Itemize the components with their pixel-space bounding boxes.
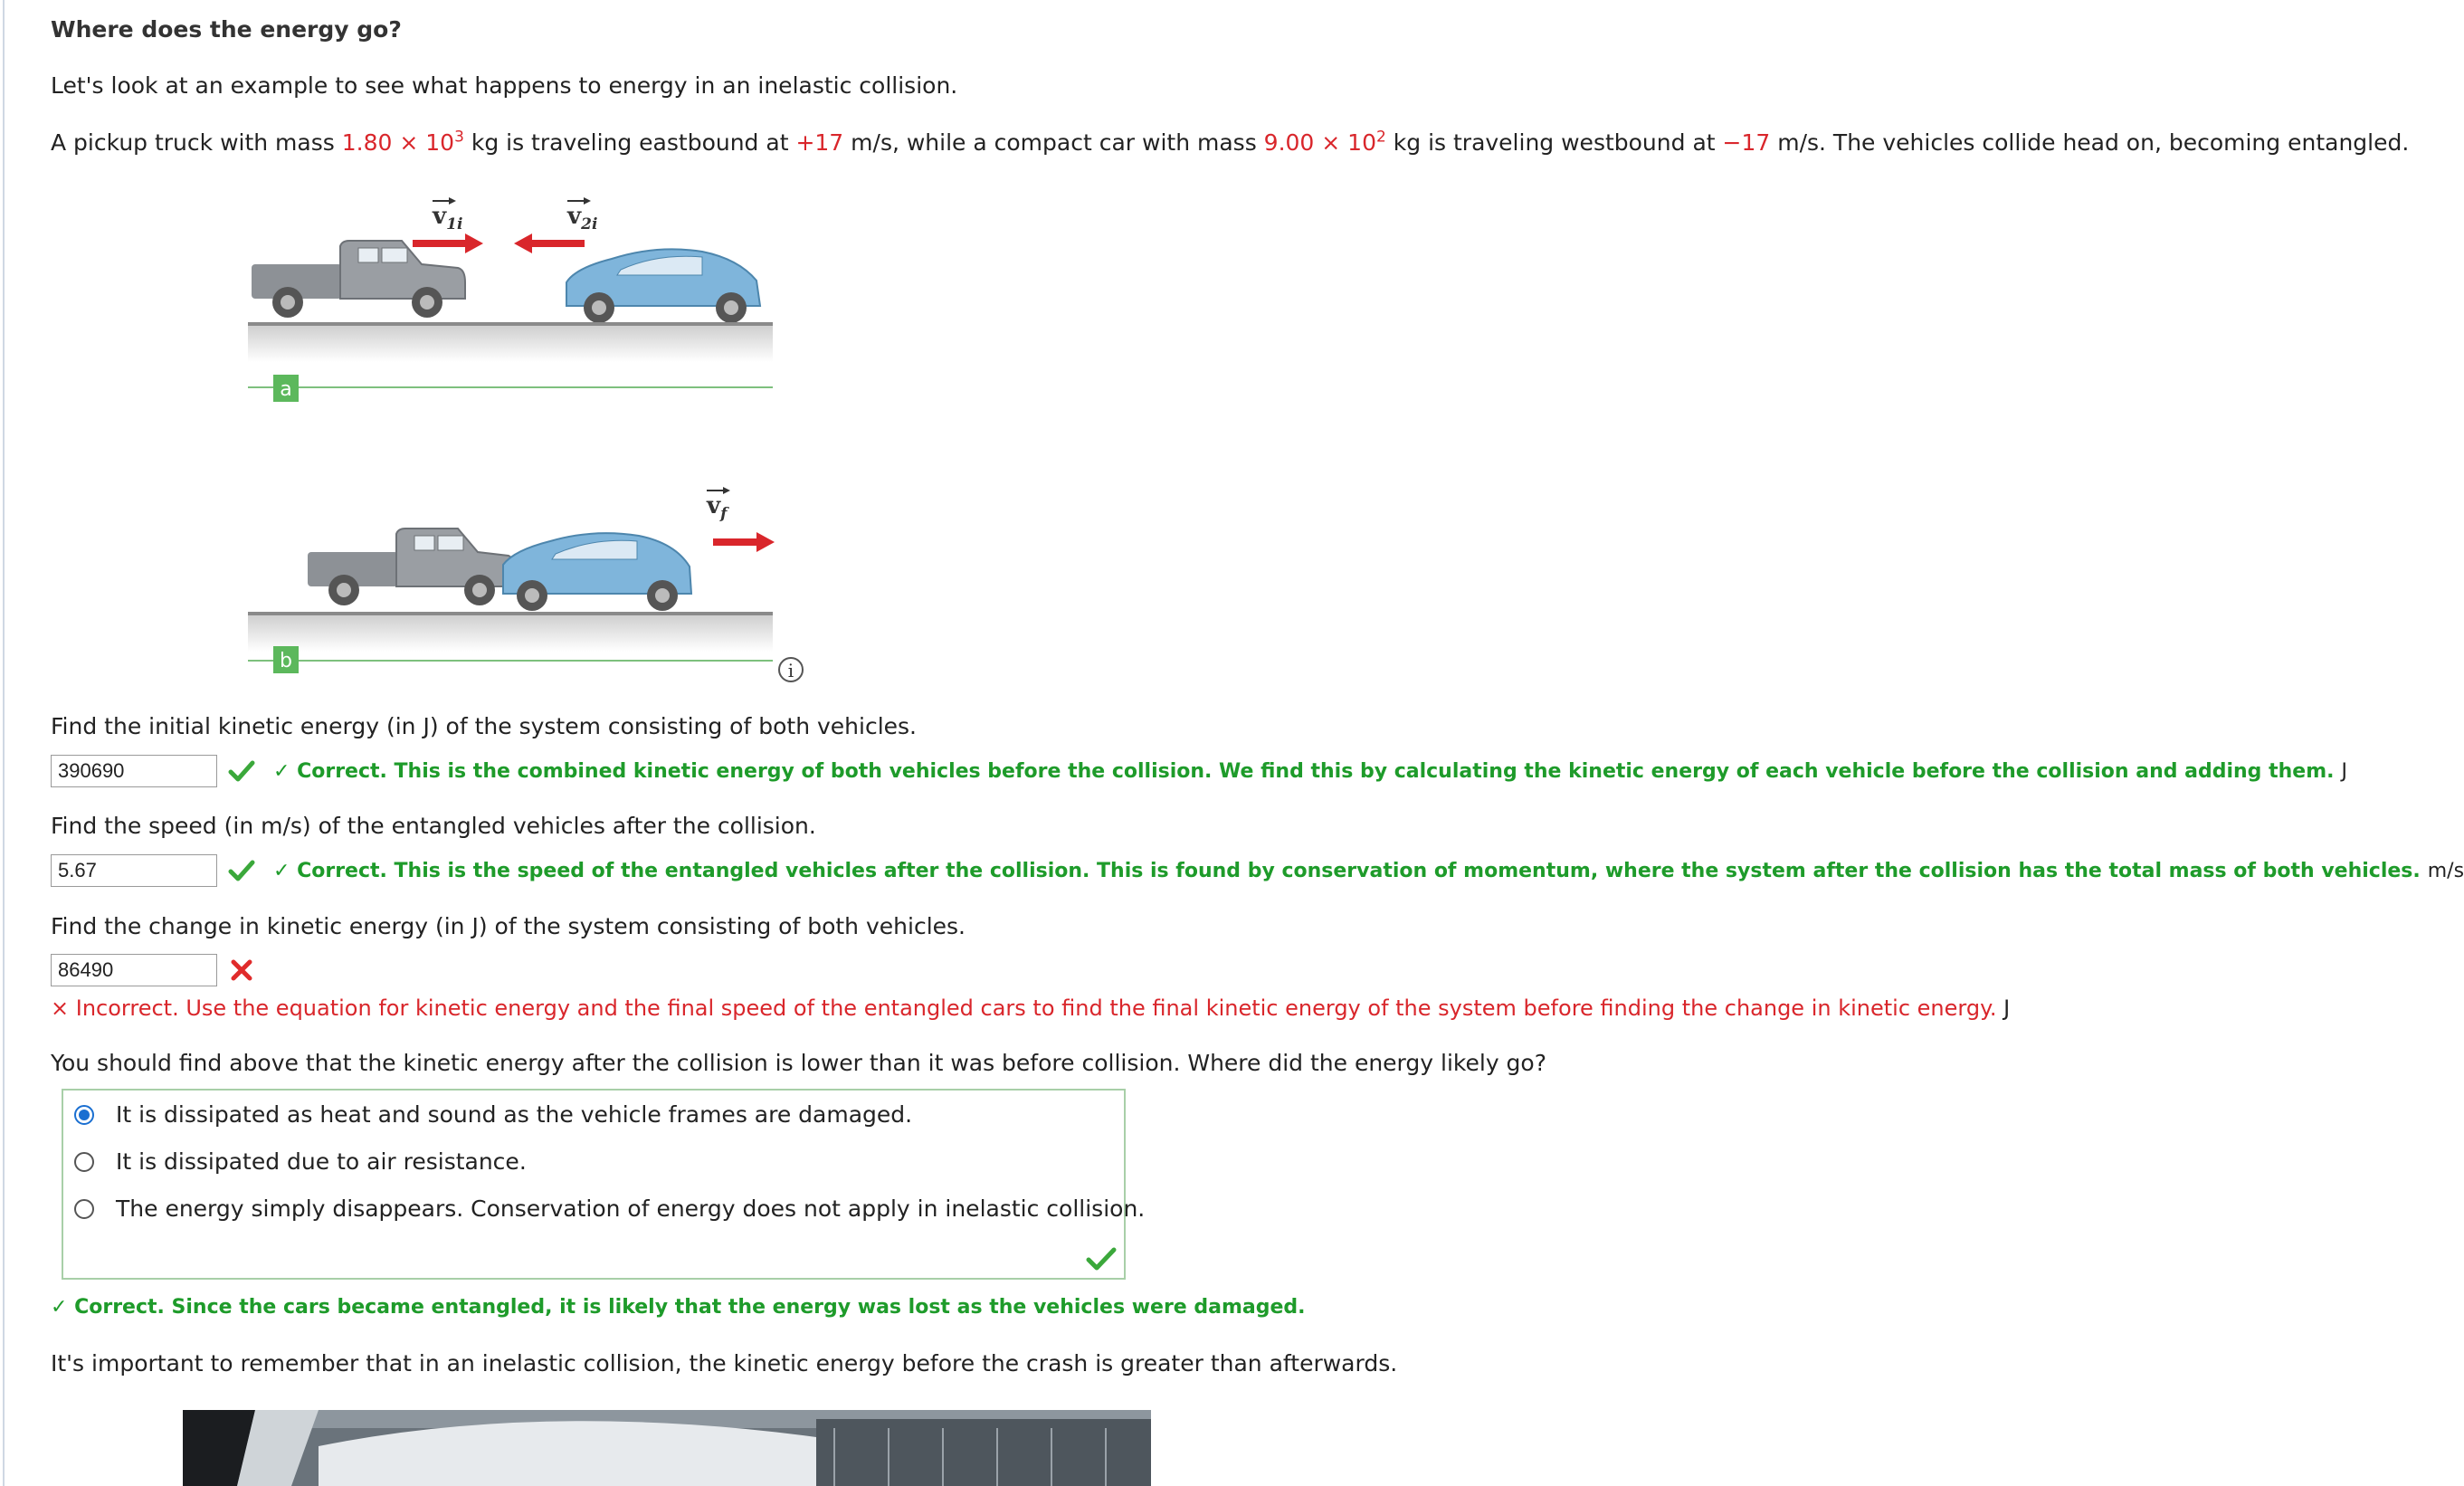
mc-option-3[interactable] xyxy=(74,1195,1145,1222)
question-2-answer-row xyxy=(51,853,2464,889)
panel-b xyxy=(248,487,775,673)
correct-check-icon xyxy=(228,857,255,884)
svg-text:b: b xyxy=(280,650,292,672)
truck-mass: $1.80 \times 10^3$ xyxy=(341,128,464,156)
mc-option-1[interactable] xyxy=(74,1101,912,1128)
mc-prompt: You should find above that the kinetic energy after the collision is lower than it was before collision. Where did the energy likely go? xyxy=(51,1050,1546,1076)
svg-text:i: i xyxy=(787,660,794,681)
radio-icon[interactable] xyxy=(74,1152,94,1172)
v1i-label: $v_{1i}$ xyxy=(433,203,463,233)
radio-selected-icon[interactable] xyxy=(74,1105,94,1125)
car-velocity: −17 xyxy=(1722,129,1771,156)
problem-text: kg is traveling eastbound at xyxy=(463,129,796,156)
incorrect-x-icon xyxy=(228,957,255,984)
panel-a xyxy=(248,197,773,402)
page-title: Where does the energy go? xyxy=(51,16,402,43)
problem-text: m/s, while a compact car with mass xyxy=(843,129,1264,156)
mc-option-label: It is dissipated as heat and sound as the vehicle frames are damaged. xyxy=(116,1101,913,1128)
arrow-left-icon xyxy=(514,233,585,253)
car-interior-photo xyxy=(183,1410,1151,1486)
problem-statement xyxy=(51,129,2409,156)
radio-icon[interactable] xyxy=(74,1199,94,1219)
problem-text: A pickup truck with mass xyxy=(51,129,342,156)
question-1-answer-row xyxy=(51,753,2347,789)
truck-velocity: +17 xyxy=(795,129,844,156)
intro-text: Let's look at an example to see what happens to energy in an inelastic collision. xyxy=(51,72,958,99)
pickup-truck-icon xyxy=(252,241,465,318)
question-2-prompt: Find the speed (in m/s) of the entangled vehicles after the collision. xyxy=(51,813,816,839)
vf-label: $v_f$ xyxy=(707,492,728,523)
mc-option-label: It is dissipated due to air resistance. xyxy=(116,1148,527,1175)
svg-text:a: a xyxy=(280,378,292,401)
correct-check-icon xyxy=(228,757,255,785)
left-frame-border xyxy=(3,0,5,1486)
mc-option-label: The energy simply disappears. Conservation of energy does not apply in inelastic collision. xyxy=(116,1195,1146,1222)
answer-3-feedback: × Incorrect. Use the equation for kinetic energy and the final speed of the entangled cars to find the final kinetic energy of the system before finding the change in kinetic energy. J xyxy=(51,995,2011,1021)
question-3-prompt: Find the change in kinetic energy (in J) of the system consisting of both vehicles. xyxy=(51,913,966,939)
compact-car-icon xyxy=(503,533,691,611)
collision-figure xyxy=(195,181,811,688)
answer-2-feedback: ✓ Correct. This is the speed of the entangled vehicles after the collision. This is found by conservation of momentum, where the system after the collision has the total mass of both vehicles. xyxy=(273,859,2421,882)
mc-options-box xyxy=(62,1089,1146,1280)
car-mass: $9.00 \times 10^2$ xyxy=(1263,128,1386,156)
pickup-truck-icon xyxy=(308,529,514,605)
closing-text: It's important to remember that in an inelastic collision, the kinetic energy before the crash is greater than afterwards. xyxy=(51,1350,1398,1376)
mc-feedback: ✓ Correct. Since the cars became entangled, it is likely that the energy was lost as the vehicles were damaged. xyxy=(51,1296,1306,1319)
question-1-prompt: Find the initial kinetic energy (in J) of the system consisting of both vehicles. xyxy=(51,713,917,739)
compact-car-icon xyxy=(566,249,760,323)
arrow-right-icon xyxy=(413,233,483,253)
answer-1-feedback: ✓ Correct. This is the combined kinetic energy of both vehicles before the collision. We find this by calculating the kinetic energy of each vehicle before the collision and adding them. xyxy=(273,759,2335,783)
answer-3-input[interactable] xyxy=(51,954,217,986)
arrow-right-icon xyxy=(713,532,775,552)
question-3-answer-row xyxy=(51,952,255,988)
answer-1-unit: J xyxy=(2341,759,2347,783)
mc-option-2[interactable] xyxy=(74,1148,527,1175)
answer-1-input[interactable] xyxy=(51,755,217,787)
correct-check-icon xyxy=(1086,1245,1117,1272)
problem-text: kg is traveling westbound at xyxy=(1385,129,1723,156)
answer-2-input[interactable] xyxy=(51,854,217,887)
info-icon[interactable] xyxy=(779,658,803,681)
answer-2-unit: m/s xyxy=(2427,859,2464,882)
problem-text: m/s. The vehicles collide head on, becoming entangled. xyxy=(1770,129,2410,156)
v2i-label: $v_{2i}$ xyxy=(567,203,598,233)
